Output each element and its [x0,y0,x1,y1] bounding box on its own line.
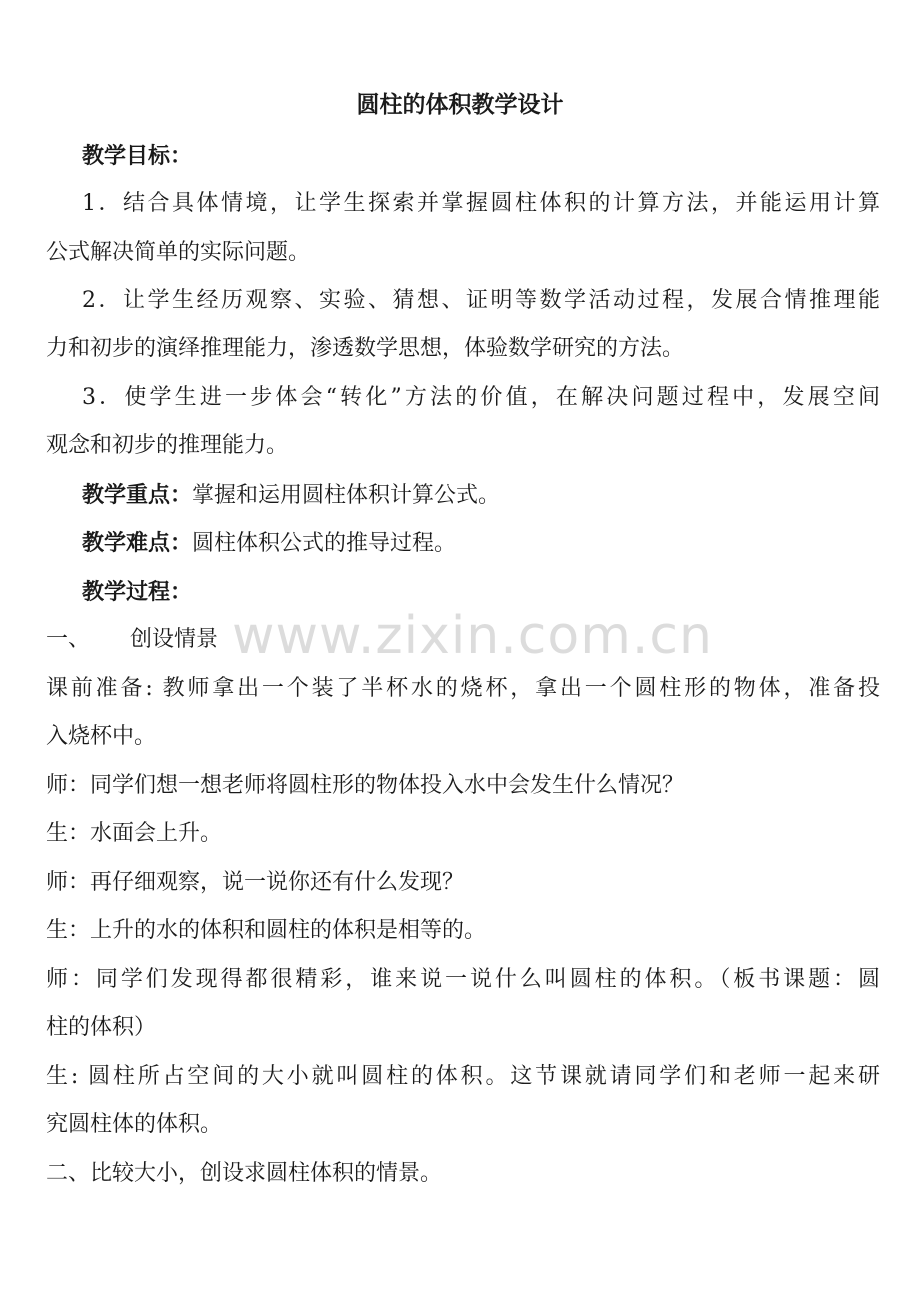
key-point-text: 掌握和运用圆柱体积计算公式。 [192,483,501,508]
difficulty [46,526,880,561]
dialog-5-line-2: 柱的体积） [46,1015,157,1040]
dialog-6-line-2: 究圆柱体的体积。 [46,1112,223,1137]
dialog-1: 师：同学们想一想老师将圆柱形的物体投入水中会发生什么情况？ [46,773,685,798]
watermark: www.zixin.com.cn [232,606,713,666]
section-2-heading: 二、比较大小，创设求圆柱体积的情景。 [46,1161,443,1186]
objective-3-line-1: 3．使学生进一步体会“转化”方法的价值，在解决问题过程中，发展空间 [82,385,880,410]
objective-2-line-1: 2．让学生经历观察、实验、猜想、证明等数学活动过程，发展合情推理能 [82,288,880,313]
prep-line-1: 课前准备: 教师拿出一个装了半杯水的烧杯，拿出一个圆柱形的物体，准备投 [46,676,880,701]
objectives-heading: 教学目标： [82,143,193,169]
key-point-label: 教学重点： [82,482,193,508]
difficulty-text: 圆柱体积公式的推导过程。 [192,531,457,556]
dialog-6-line-1: 生: 圆柱所占空间的大小就叫圆柱的体积。这节课就请同学们和老师一起来研 [46,1064,880,1089]
objective-1-line-1: 1．结合具体情境，让学生探索并掌握圆柱体积的计算方法，并能运用计算 [82,191,880,216]
dialog-3: 师：再仔细观察，说一说你还有什么发现？ [46,870,465,895]
prep-line-2: 入烧杯中。 [46,724,157,749]
objective-2-line-2: 力和初步的演绎推理能力，渗透数学思想，体验数学研究的方法。 [46,336,685,361]
dialog-5-line-1: 师：同学们发现得都很精彩，谁来说一说什么叫圆柱的体积。（板书课题：圆 [46,967,880,992]
section-1-title: 创设情景 [130,627,219,652]
dialog-4: 生：上升的水的体积和圆柱的体积是相等的。 [46,918,487,943]
process-heading: 教学过程： [82,579,193,605]
section-1-number: 一、 [46,627,91,652]
objective-1-line-2: 公式解决简单的实际问题。 [46,240,311,265]
key-point [46,478,880,513]
difficulty-label: 教学难点： [82,530,193,556]
document-title: 圆柱的体积教学设计 [356,91,564,118]
dialog-2: 生：水面会上升。 [46,821,223,846]
objective-3-line-2: 观念和初步的推理能力。 [46,433,289,458]
